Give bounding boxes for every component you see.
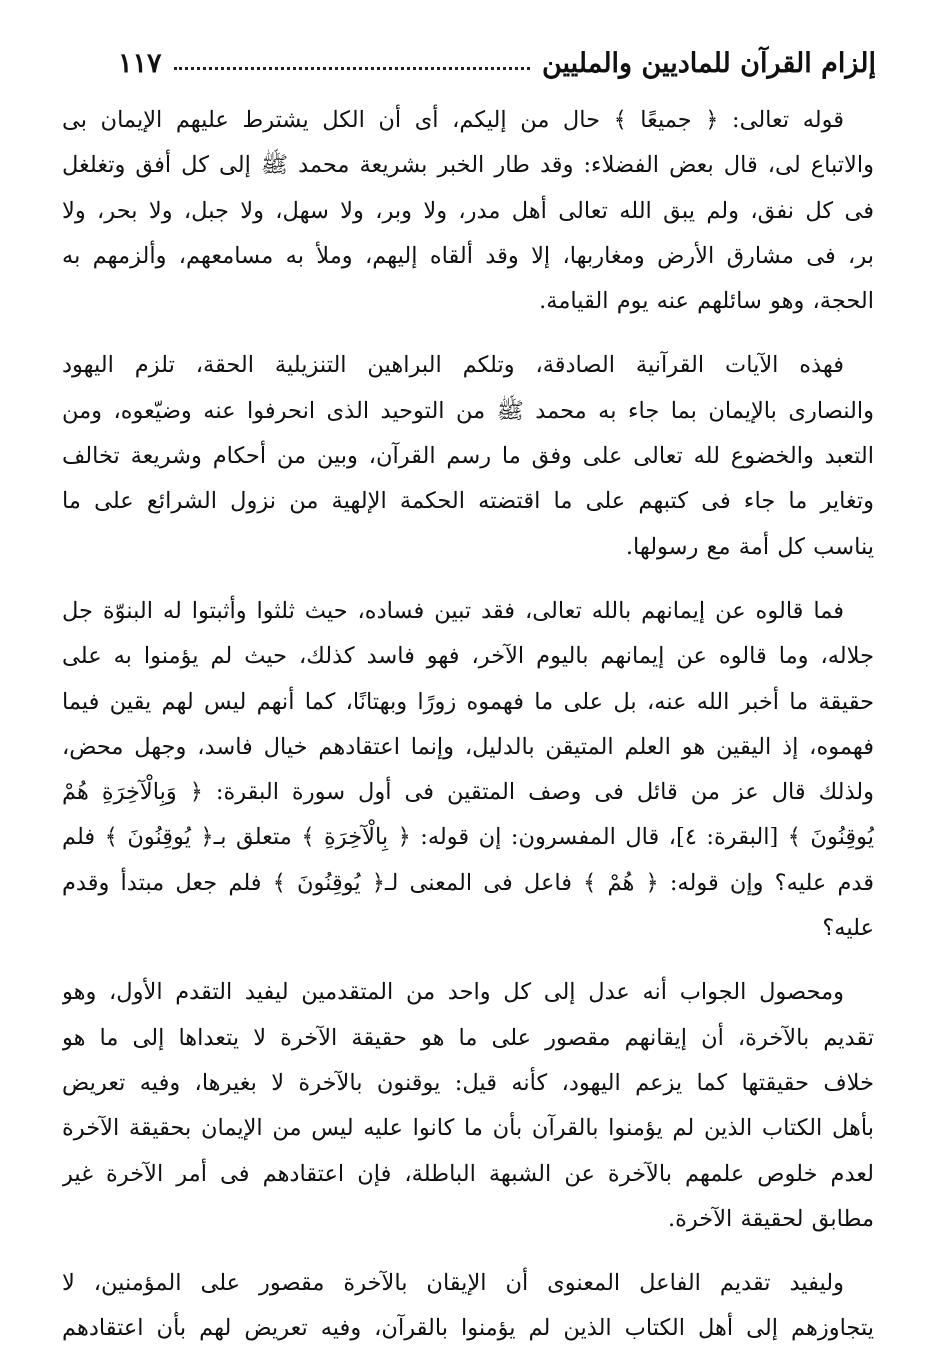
text-line: فهموه، إذ اليقين هو العلم المتيقن بالدليل، وإنما اعتقادهم خيال فاسد، وجهل محض، [62,733,874,760]
paragraph [62,1261,874,1352]
text-line: الحجة، وهو سائلهم عنه يوم القيامة. [539,288,874,315]
text-line: خلاف حقيقتها كما يزعم اليهود، كأنه قيل: يوقنون بالآخرة لا بغيرها، وفيه تعريض [62,1069,874,1096]
text-line: والنصارى بالإيمان بما جاء به محمد ﷺ من التوحيد الذى انحرفوا عنه وضيّعوه، ومن [62,397,874,424]
text-line: وليفيد تقديم الفاعل المعنوى أن الإيقان بالآخرة مقصور على المؤمنين، لا [62,1270,844,1297]
text-line: وتغاير ما جاء فى كتبهم على ما اقتضته الحكمة الإلهية من نزول الشرائع على ما [62,488,874,515]
text-line: مطابق لحقيقة الآخرة. [667,1205,874,1232]
text-line: ومحصول الجواب أنه عدل إلى كل واحد من المتقدمين ليفيد التقدم الأول، وهو [62,979,844,1006]
paragraph [62,589,874,951]
text-line: فهذه الآيات القرآنية الصادقة، وتلكم البراهين التنزيلية الحقة، تلزم اليهود [62,352,844,379]
text-line: يُوقِنُونَ ﴾ [البقرة: ٤]، قال المفسرون: إن قوله: ﴿ بِالْآخِرَةِ ﴾ متعلق بـ﴿ يُوقِنُونَ ﴾ فلم [62,824,874,851]
header-title: إلزام القرآن للماديين والمليين [541,47,876,79]
paragraph [62,98,874,324]
page-number: ١١٧ [118,47,162,79]
text-line: ولذلك قال عز من قائل فى وصف المتقين فى أول سورة البقرة: ﴿ وَبِالْآخِرَةِ هُمْ [62,779,874,806]
paragraph [62,343,874,569]
text-line: قدم عليه؟ وإن قوله: ﴿ هُمْ ﴾ فاعل فى المعنى لـ﴿ يُوقِنُونَ ﴾ فلم جعل مبتدأ وقدم [62,869,874,896]
body-text [62,98,874,1371]
running-header [118,38,876,88]
text-line: عليه؟ [822,915,874,942]
text-line: تقديم بالآخرة، أن إيقانهم مقصور على ما هو حقيقة الآخرة لا يتعداها إلى ما هو [62,1024,874,1051]
text-line: والاتباع لى، قال بعض الفضلاء: وقد طار الخبر بشريعة محمد ﷺ إلى كل أفق وتغلغل [62,152,874,179]
text-line: يناسب كل أمة مع رسولها. [625,533,874,560]
text-line: قوله تعالى: ﴿ جميعًا ﴾ حال من إليكم، أى أن الكل يشترط عليهم الإيمان بى [62,107,844,133]
text-line: فما قالوه عن إيمانهم بالله تعالى، فقد تبين فساده، حيث ثلثوا وأثبتوا له البنوّة جل [62,597,844,624]
header-leader-dots [174,67,530,70]
text-line: جلاله، وما قالوه عن إيمانهم باليوم الآخر، فهو فاسد كذلك، حيث لم يؤمنوا به على [62,643,874,670]
text-line: يتجاوزهم إلى أهل الكتاب الذين لم يؤمنوا بالقرآن، وفيه تعريض لهم بأن اعتقادهم [62,1315,874,1342]
text-line: بر، فى مشارق الأرض ومغاربها، إلا وقد ألقاه إليهم، وملأ به مسامعهم، وألزمهم به [62,242,874,269]
text-line: التعبد والخضوع لله تعالى على وفق ما رسم القرآن، وبين من أحكام وشريعة تخالف [62,443,874,470]
text-line: لعدم خلوص علمهم بالآخرة عن الشبهة الباطلة، فإن اعتقادهم فى أمر الآخرة غير [62,1160,874,1187]
text-line: بأهل الكتاب الذين لم يؤمنوا بالقرآن بأن ما كانوا عليه ليس من الإيمان بحقيقة الآخرة [62,1115,874,1142]
paragraph [62,970,874,1242]
text-line: حقيقة ما أخبر الله عنه، بل على ما فهموه زورًا وبهتانًا، كما أنهم ليس لهم يقين فيما [62,688,874,715]
text-line: فى كل نفق، ولم يبق الله تعالى أهل مدر، ولا وبر، ولا سهل، ولا جبل، ولا بحر، ولا [62,197,874,224]
